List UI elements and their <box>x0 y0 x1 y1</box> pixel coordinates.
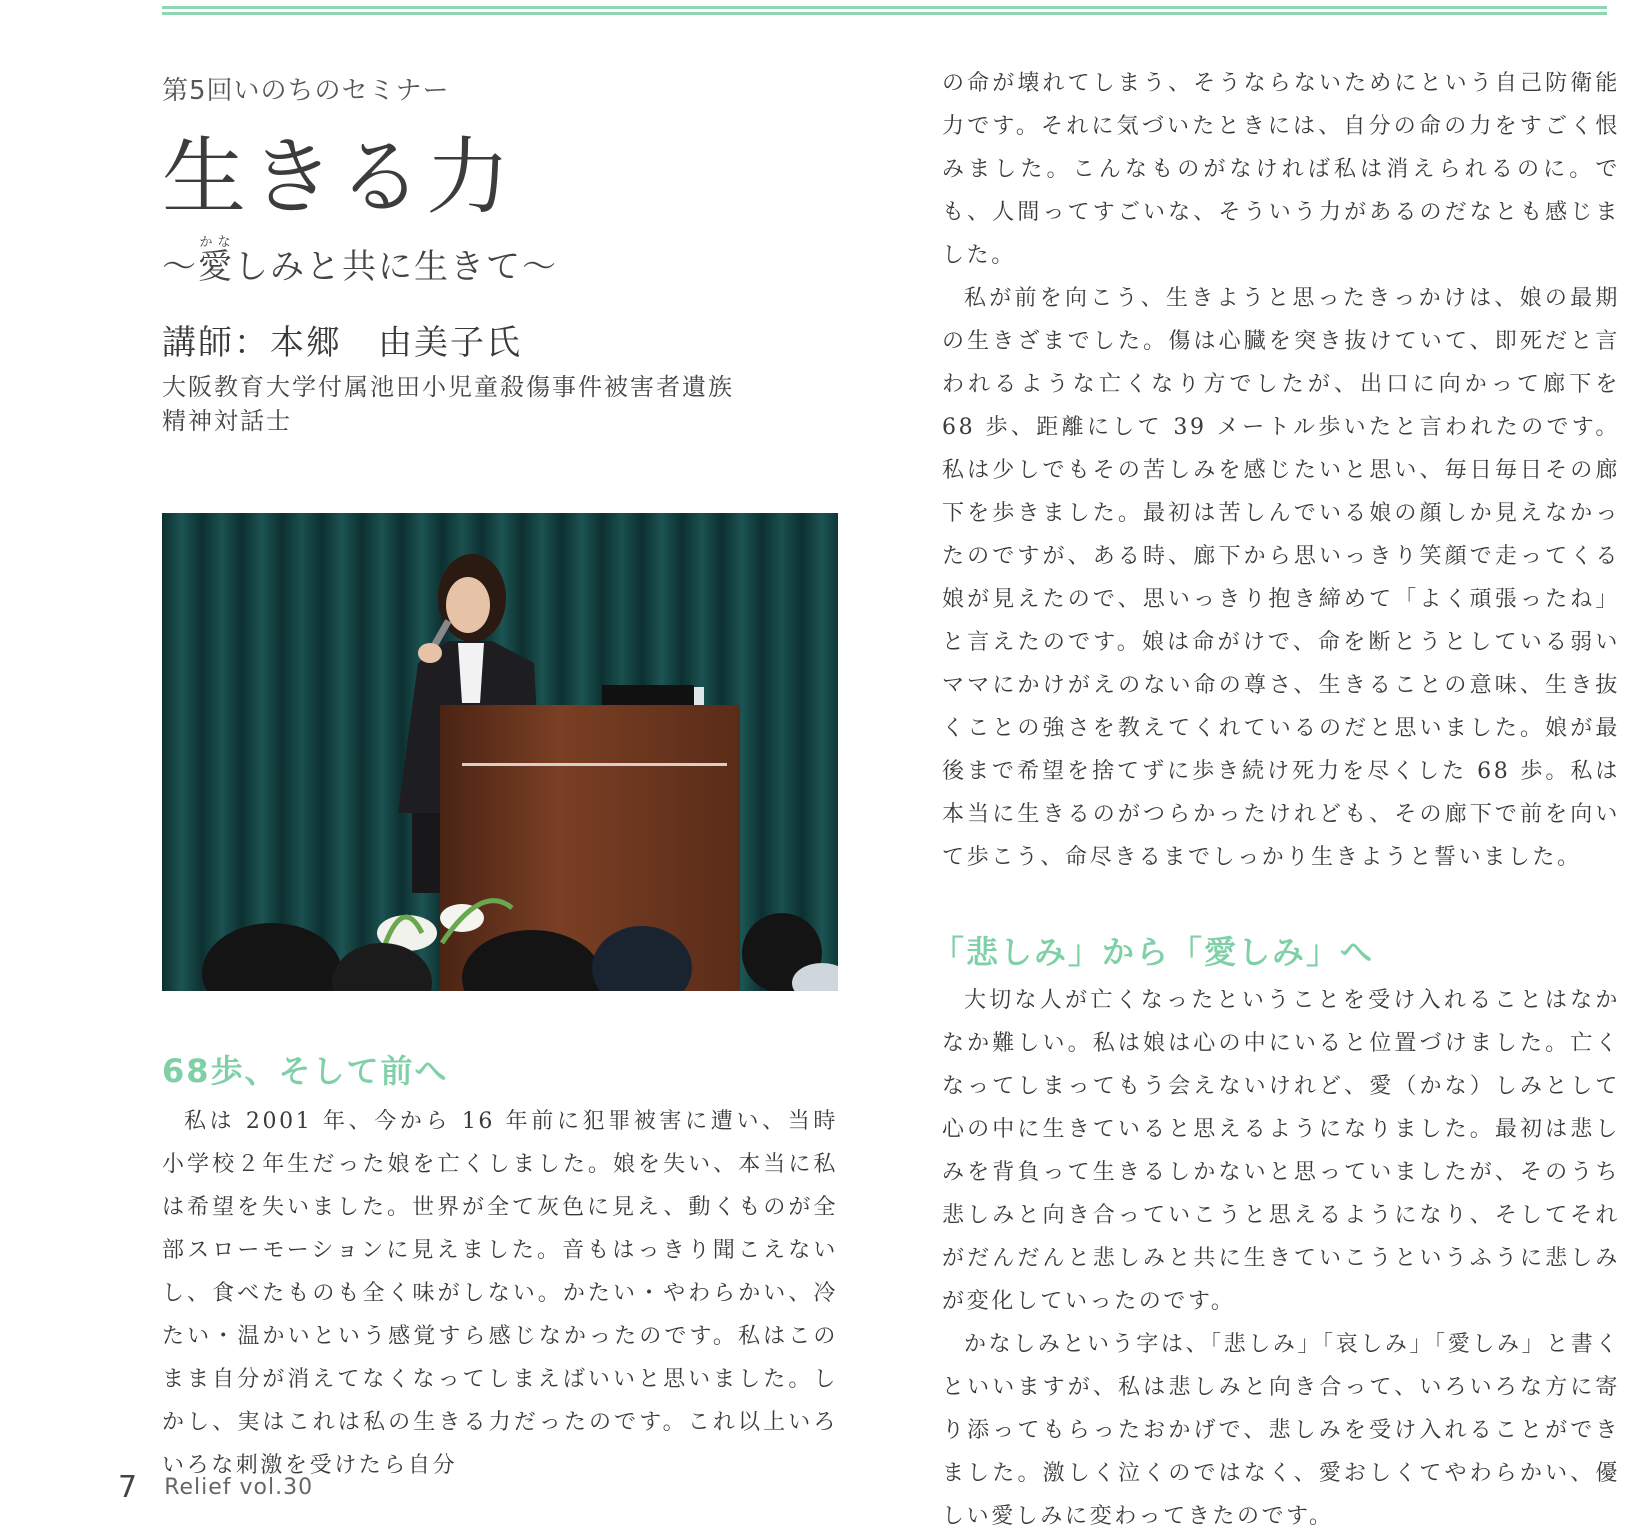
section-heading-68-steps: 68歩、そして前へ <box>162 1052 449 1090</box>
article-subtitle <box>162 235 838 289</box>
page-footer <box>118 1470 313 1505</box>
subtitle-ruby-text: かな <box>198 235 234 250</box>
section-heading-sorrow-to-love: 「悲しみ」から「愛しみ」へ <box>932 933 1375 971</box>
section2-paragraph-1: 大切な人が亡くなったということを受け入れることはなかなか難しい。私は娘は心の中にいると位置づけました。亡くなってしまってもう会えないけれど、愛（かな）しみとして心の中に生きていると思えるようになりました。最初は悲しみを背負って生きるしかないと思っていましたが、そのうち悲しみと向き合っていこうと思えるようになり、そしてそれがだんだんと悲しみと共に生きていこうというふうに悲しみが変化していったのです。 <box>942 988 1620 1314</box>
magazine-issue: Relief vol.30 <box>164 1475 314 1500</box>
seminar-number: 第5回いのちのセミナー <box>162 76 450 106</box>
top-decorative-rule <box>162 6 1607 16</box>
section1-paragraph-1: 私は 2001 年、今から 16 年前に犯罪被害に遭い、当時小学校２年生だった娘を亡くしました。娘を失い、本当に私は希望を失いました。世界が全て灰色に見え、動くものが全部スローモーションに見えました。音もはっきり聞こえないし、食べたものも全く味がしない。かたい・やわらかい、冷たい・温かいという感覚すら感じなかったのです。私はこのまま自分が消えてなくなってしまえばいいと思いました。しかし、実はこれは私の生きる力だったのです。これ以上いろいろな刺激を受けたら自分 <box>162 1109 838 1478</box>
subtitle-ruby <box>198 235 234 287</box>
section2-paragraph-2: かなしみという字は、「悲しみ」「哀しみ」「愛しみ」と書くといいますが、私は悲しみと向き合って、いろいろな方に寄り添ってもらったおかげで、悲しみを受け入れることができました。激しく泣くのではなく、愛おしくてやわらかい、優しい愛しみに変わってきたのです。 <box>942 1332 1620 1529</box>
speaker-photo-illustration <box>162 513 838 991</box>
page-number: 7 <box>118 1470 138 1505</box>
lecturer-affiliation <box>162 370 838 438</box>
subtitle-prefix: ～ <box>162 247 198 287</box>
rule-line-upper <box>162 6 1607 9</box>
rule-line-lower <box>162 12 1607 15</box>
affiliation-line-1: 大阪教育大学付属池田小児童殺傷事件被害者遺族 <box>162 373 734 402</box>
section-68-steps <box>162 1046 838 1487</box>
lecturer-name: 講師：本郷 由美子氏 <box>162 323 522 364</box>
article-header <box>162 60 838 438</box>
subtitle-ruby-base: 愛 <box>198 247 234 287</box>
right-column <box>932 62 1620 1538</box>
right-paragraph-2: 私が前を向こう、生きようと思ったきっかけは、娘の最期の生きざまでした。傷は心臓を突き抜けていて、即死だと言われるような亡くなり方でしたが、出口に向かって廊下を 68 歩、距離にして 39 メートル歩いたと言われたのです。私は少しでもその苦しみを感じたいと思い、毎日毎日その廊下を歩きました。最初は苦しんでいる娘の顔しか見えなかったのですが、ある時、廊下から思いっきり笑顔で走ってくる娘が見えたので、思いっきり抱き締めて「よく頑張ったね」と言えたのです。娘は命がけで、命を断とうとしている弱いママにかけがえのない命の尊さ、生きることの意味、生き抜くことの強さを教えてくれているのだと思いました。娘が最後まで希望を捨てずに歩き続け死力を尽くした 68 歩。私は本当に生きるのがつらかったけれども、その廊下で前を向いて歩こう、命尽きるまでしっかり生きようと誓いました。 <box>942 286 1620 870</box>
speaker-photo <box>162 513 838 991</box>
subtitle-rest: しみと共に生きて～ <box>234 247 558 287</box>
right-paragraph-1: の命が壊れてしまう、そうならないためにという自己防衛能力です。それに気づいたときには、自分の命の力をすごく恨みました。こんなものがなければ私は消えられるのに。でも、人間ってすごいな、そういう力があるのだなとも感じました。 <box>942 71 1620 268</box>
affiliation-line-2: 精神対話士 <box>162 407 292 436</box>
article-title: 生きる力 <box>162 128 515 226</box>
